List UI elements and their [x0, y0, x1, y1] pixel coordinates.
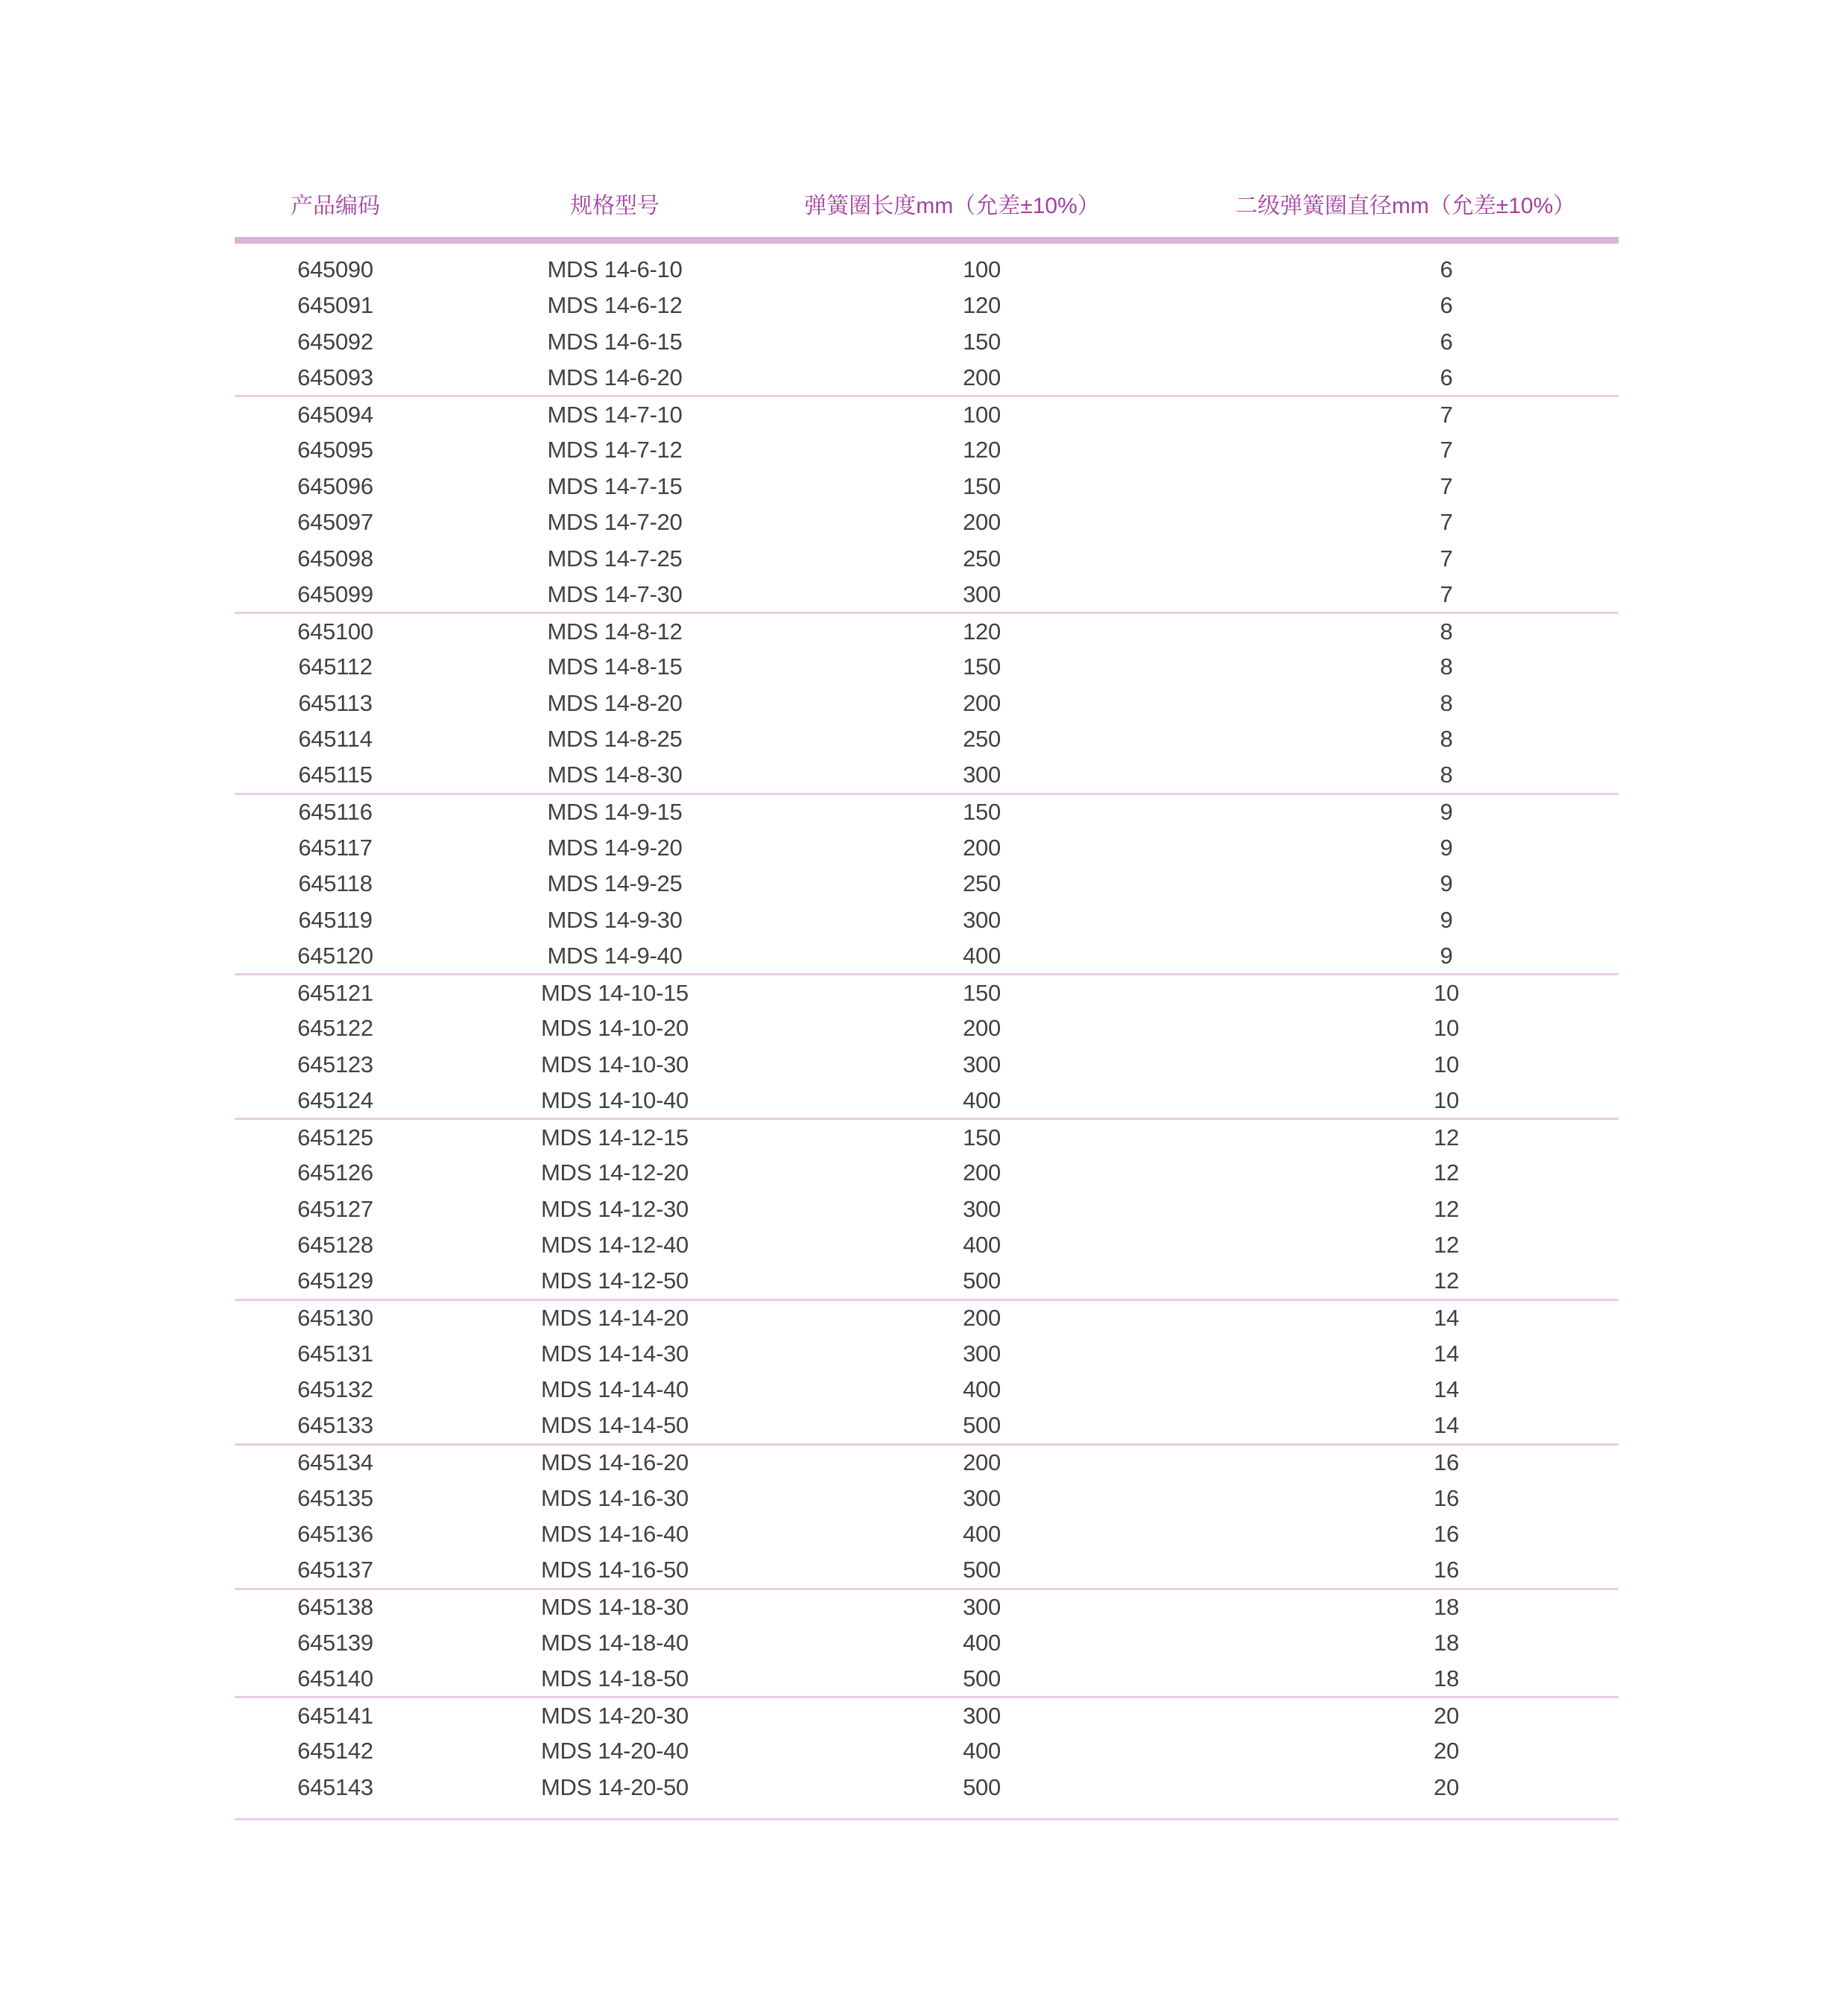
product-code-cell: 645117 — [298, 834, 373, 861]
model-cell: MDS 14-16-50 — [541, 1557, 689, 1583]
table-row — [235, 1155, 1618, 1191]
diameter-cell: 12 — [1434, 1124, 1459, 1150]
product-code-cell: 645142 — [297, 1738, 373, 1764]
product-code-cell: 645134 — [297, 1449, 373, 1475]
length-cell: 200 — [963, 1015, 1001, 1042]
table-row — [235, 613, 1618, 650]
product-code-cell: 645123 — [297, 1051, 373, 1077]
product-code-cell: 645120 — [297, 942, 373, 969]
table-row — [235, 288, 1618, 324]
model-cell: MDS 14-9-15 — [547, 799, 683, 825]
header-gap-spacer — [235, 241, 1618, 252]
model-cell: MDS 14-12-40 — [541, 1232, 689, 1259]
diameter-cell: 7 — [1440, 545, 1453, 572]
model-cell: MDS 14-16-30 — [541, 1484, 689, 1511]
product-code-cell: 645118 — [298, 870, 373, 897]
model-cell: MDS 14-10-30 — [541, 1051, 689, 1077]
table-row — [235, 1300, 1618, 1336]
table-bottom-rule — [235, 1805, 1618, 1819]
diameter-cell: 9 — [1440, 799, 1453, 825]
table-row — [235, 721, 1618, 758]
product-group-diameter-18 — [235, 1589, 1618, 1697]
product-group-diameter-20 — [235, 1697, 1618, 1806]
table-row — [235, 577, 1618, 613]
length-cell: 150 — [963, 328, 1001, 355]
product-code-cell: 645119 — [298, 906, 373, 933]
diameter-cell: 9 — [1440, 906, 1453, 933]
product-code-cell: 645127 — [297, 1195, 373, 1222]
model-cell: MDS 14-16-40 — [541, 1521, 689, 1548]
product-group-diameter-10 — [235, 975, 1618, 1119]
model-cell: MDS 14-12-50 — [541, 1267, 689, 1294]
length-cell: 120 — [963, 618, 1001, 645]
table-row — [235, 1625, 1618, 1662]
diameter-cell: 16 — [1434, 1484, 1459, 1511]
table-row — [235, 1481, 1618, 1517]
table-row — [235, 504, 1618, 541]
diameter-cell: 18 — [1434, 1665, 1459, 1691]
table-row — [235, 1010, 1618, 1047]
length-cell: 500 — [963, 1773, 1001, 1800]
table-row — [235, 975, 1618, 1011]
table-row — [235, 469, 1618, 505]
product-code-cell: 645138 — [297, 1594, 373, 1620]
length-cell: 250 — [963, 545, 1001, 572]
product-code-cell: 645096 — [297, 472, 373, 499]
diameter-cell: 10 — [1434, 1015, 1459, 1042]
table-row — [235, 866, 1618, 902]
product-group-diameter-14 — [235, 1300, 1618, 1444]
length-cell: 500 — [963, 1412, 1001, 1438]
length-cell: 500 — [963, 1267, 1001, 1294]
model-cell: MDS 14-20-40 — [541, 1738, 689, 1764]
model-cell: MDS 14-10-40 — [541, 1086, 689, 1113]
model-cell: MDS 14-18-50 — [541, 1665, 689, 1691]
product-code-cell: 645113 — [298, 689, 373, 716]
col-header-coil-length: 弹簧圈长度mm（允差±10%） — [794, 179, 1192, 241]
model-cell: MDS 14-20-50 — [541, 1773, 689, 1800]
length-cell: 300 — [963, 1051, 1001, 1077]
length-cell: 200 — [963, 364, 1001, 390]
table-row — [235, 252, 1618, 288]
product-code-cell: 645133 — [297, 1412, 373, 1438]
model-cell: MDS 14-7-10 — [547, 401, 683, 428]
product-code-cell: 645099 — [297, 580, 373, 607]
model-cell: MDS 14-8-15 — [547, 653, 683, 680]
product-code-cell: 645143 — [297, 1773, 373, 1800]
diameter-cell: 6 — [1440, 364, 1453, 390]
model-cell: MDS 14-16-20 — [541, 1449, 689, 1475]
product-code-cell: 645135 — [297, 1484, 373, 1511]
length-cell: 400 — [963, 1232, 1001, 1259]
model-cell: MDS 14-12-30 — [541, 1195, 689, 1222]
diameter-cell: 8 — [1440, 726, 1453, 753]
product-code-cell: 645125 — [297, 1124, 373, 1150]
product-code-cell: 645131 — [297, 1340, 373, 1367]
table-row — [235, 324, 1618, 361]
product-code-cell: 645124 — [297, 1086, 373, 1113]
product-code-cell: 645116 — [298, 799, 373, 825]
diameter-cell: 16 — [1434, 1521, 1459, 1548]
product-code-cell: 645130 — [297, 1305, 373, 1331]
diameter-cell: 8 — [1440, 618, 1453, 645]
table-row — [235, 1516, 1618, 1553]
diameter-cell: 8 — [1440, 653, 1453, 680]
length-cell: 400 — [963, 1521, 1001, 1548]
diameter-cell: 14 — [1434, 1340, 1459, 1367]
diameter-cell: 7 — [1440, 437, 1453, 463]
table-row — [235, 1589, 1618, 1625]
product-code-cell: 645093 — [297, 364, 373, 390]
diameter-cell: 9 — [1440, 942, 1453, 969]
table-row — [235, 1264, 1618, 1300]
diameter-cell: 12 — [1434, 1232, 1459, 1259]
model-cell: MDS 14-14-20 — [541, 1305, 689, 1331]
diameter-cell: 7 — [1440, 509, 1453, 536]
diameter-cell: 10 — [1434, 979, 1459, 1006]
product-table — [235, 179, 1618, 1820]
length-cell: 150 — [963, 472, 1001, 499]
model-cell: MDS 14-7-30 — [547, 580, 683, 607]
model-cell: MDS 14-7-12 — [547, 437, 683, 463]
model-cell: MDS 14-9-25 — [547, 870, 683, 897]
product-code-cell: 645140 — [297, 1665, 373, 1691]
table-row — [235, 1047, 1618, 1083]
length-cell: 400 — [963, 1376, 1001, 1403]
diameter-cell: 9 — [1440, 834, 1453, 861]
product-code-cell: 645115 — [298, 762, 373, 788]
diameter-cell: 14 — [1434, 1412, 1459, 1438]
table-row — [235, 1227, 1618, 1264]
length-cell: 200 — [963, 689, 1001, 716]
model-cell: MDS 14-14-40 — [541, 1376, 689, 1403]
length-cell: 500 — [963, 1665, 1001, 1691]
diameter-cell: 20 — [1434, 1738, 1459, 1764]
product-code-cell: 645136 — [297, 1521, 373, 1548]
product-group-diameter-6 — [235, 252, 1618, 396]
table-header-row — [235, 179, 1618, 241]
length-cell: 300 — [963, 1484, 1001, 1511]
table-header — [235, 179, 1618, 241]
diameter-cell: 6 — [1440, 256, 1453, 282]
length-cell: 120 — [963, 437, 1001, 463]
model-cell: MDS 14-6-15 — [547, 328, 683, 355]
product-code-cell: 645137 — [297, 1557, 373, 1583]
model-cell: MDS 14-9-20 — [547, 834, 683, 861]
product-code-cell: 645132 — [297, 1376, 373, 1403]
table-row — [235, 794, 1618, 830]
product-code-cell: 645100 — [297, 618, 373, 645]
model-cell: MDS 14-8-20 — [547, 689, 683, 716]
length-cell: 150 — [963, 1124, 1001, 1150]
diameter-cell: 14 — [1434, 1376, 1459, 1403]
diameter-cell: 6 — [1440, 328, 1453, 355]
table-row — [235, 649, 1618, 686]
table-row — [235, 1191, 1618, 1228]
model-cell: MDS 14-8-12 — [547, 618, 683, 645]
product-code-cell: 645122 — [297, 1015, 373, 1042]
model-cell: MDS 14-10-20 — [541, 1015, 689, 1042]
table-row — [235, 1770, 1618, 1806]
product-code-cell: 645129 — [297, 1267, 373, 1294]
col-header-product-code: 产品编码 — [235, 179, 436, 241]
length-cell: 200 — [963, 1159, 1001, 1186]
table-row — [235, 1661, 1618, 1697]
table-row — [235, 830, 1618, 867]
diameter-cell: 12 — [1434, 1159, 1459, 1186]
table-row — [235, 1553, 1618, 1589]
diameter-cell: 7 — [1440, 580, 1453, 607]
diameter-cell: 12 — [1434, 1195, 1459, 1222]
table-row — [235, 396, 1618, 433]
diameter-cell: 12 — [1434, 1267, 1459, 1294]
model-cell: MDS 14-6-12 — [547, 292, 683, 319]
model-cell: MDS 14-10-15 — [541, 979, 689, 1006]
length-cell: 400 — [963, 1629, 1001, 1656]
diameter-cell: 9 — [1440, 870, 1453, 897]
length-cell: 200 — [963, 509, 1001, 536]
diameter-cell: 18 — [1434, 1594, 1459, 1620]
table-row — [235, 686, 1618, 722]
model-cell: MDS 14-12-20 — [541, 1159, 689, 1186]
product-code-cell: 645094 — [297, 401, 373, 428]
length-cell: 250 — [963, 870, 1001, 897]
length-cell: 150 — [963, 979, 1001, 1006]
product-group-diameter-16 — [235, 1444, 1618, 1589]
diameter-cell: 6 — [1440, 292, 1453, 319]
product-group-diameter-9 — [235, 794, 1618, 975]
table-row — [235, 1372, 1618, 1408]
product-code-cell: 645097 — [297, 509, 373, 536]
product-group-diameter-12 — [235, 1119, 1618, 1300]
diameter-cell: 7 — [1440, 472, 1453, 499]
table-row — [235, 432, 1618, 469]
col-header-model: 规格型号 — [436, 179, 794, 241]
length-cell: 150 — [963, 799, 1001, 825]
model-cell: MDS 14-12-15 — [541, 1124, 689, 1150]
product-group-diameter-7 — [235, 396, 1618, 613]
product-code-cell: 645090 — [297, 256, 373, 282]
model-cell: MDS 14-9-30 — [547, 906, 683, 933]
product-code-cell: 645092 — [297, 328, 373, 355]
diameter-cell: 14 — [1434, 1305, 1459, 1331]
diameter-cell: 18 — [1434, 1629, 1459, 1656]
length-cell: 200 — [963, 1305, 1001, 1331]
model-cell: MDS 14-6-20 — [547, 364, 683, 390]
length-cell: 300 — [963, 1195, 1001, 1222]
length-cell: 200 — [963, 834, 1001, 861]
model-cell: MDS 14-14-30 — [541, 1340, 689, 1367]
length-cell: 400 — [963, 1086, 1001, 1113]
model-cell: MDS 14-8-30 — [547, 762, 683, 788]
product-code-cell: 645112 — [298, 653, 373, 680]
model-cell: MDS 14-9-40 — [547, 942, 683, 969]
model-cell: MDS 14-7-20 — [547, 509, 683, 536]
diameter-cell: 7 — [1440, 401, 1453, 428]
table-row — [235, 1336, 1618, 1373]
length-cell: 300 — [963, 580, 1001, 607]
model-cell: MDS 14-20-30 — [541, 1702, 689, 1729]
length-cell: 300 — [963, 762, 1001, 788]
diameter-cell: 10 — [1434, 1051, 1459, 1077]
length-cell: 300 — [963, 906, 1001, 933]
product-code-cell: 645114 — [298, 726, 373, 753]
model-cell: MDS 14-7-25 — [547, 545, 683, 572]
length-cell: 100 — [963, 256, 1001, 282]
length-cell: 400 — [963, 1738, 1001, 1764]
diameter-cell: 8 — [1440, 689, 1453, 716]
product-code-cell: 645091 — [297, 292, 373, 319]
product-code-cell: 645098 — [297, 545, 373, 572]
diameter-cell: 16 — [1434, 1557, 1459, 1583]
table-row — [235, 1733, 1618, 1770]
col-header-coil-diameter: 二级弹簧圈直径mm（允差±10%） — [1192, 179, 1618, 241]
length-cell: 300 — [963, 1340, 1001, 1367]
length-cell: 120 — [963, 292, 1001, 319]
table-row — [235, 1408, 1618, 1445]
product-code-cell: 645141 — [297, 1702, 373, 1729]
diameter-cell: 16 — [1434, 1449, 1459, 1475]
table-row — [235, 1697, 1618, 1734]
diameter-cell: 10 — [1434, 1086, 1459, 1113]
model-cell: MDS 14-7-15 — [547, 472, 683, 499]
length-cell: 500 — [963, 1557, 1001, 1583]
length-cell: 300 — [963, 1594, 1001, 1620]
product-code-cell: 645139 — [297, 1629, 373, 1656]
model-cell: MDS 14-6-10 — [547, 256, 683, 282]
table-row — [235, 541, 1618, 577]
table-row — [235, 1083, 1618, 1119]
length-cell: 200 — [963, 1449, 1001, 1475]
product-code-cell: 645126 — [297, 1159, 373, 1186]
table-row — [235, 758, 1618, 794]
diameter-cell: 20 — [1434, 1702, 1459, 1729]
table-row — [235, 360, 1618, 396]
diameter-cell: 8 — [1440, 762, 1453, 788]
model-cell: MDS 14-8-25 — [547, 726, 683, 753]
model-cell: MDS 14-18-40 — [541, 1629, 689, 1656]
diameter-cell: 20 — [1434, 1773, 1459, 1800]
table-row — [235, 902, 1618, 939]
product-group-diameter-8 — [235, 613, 1618, 794]
length-cell: 400 — [963, 942, 1001, 969]
length-cell: 150 — [963, 653, 1001, 680]
length-cell: 100 — [963, 401, 1001, 428]
length-cell: 250 — [963, 726, 1001, 753]
length-cell: 300 — [963, 1702, 1001, 1729]
table-row — [235, 938, 1618, 975]
model-cell: MDS 14-18-30 — [541, 1594, 689, 1620]
table-row — [235, 1444, 1618, 1481]
table-row — [235, 1119, 1618, 1156]
model-cell: MDS 14-14-50 — [541, 1412, 689, 1438]
product-code-cell: 645128 — [297, 1232, 373, 1259]
product-code-cell: 645095 — [297, 437, 373, 463]
product-code-cell: 645121 — [297, 979, 373, 1006]
